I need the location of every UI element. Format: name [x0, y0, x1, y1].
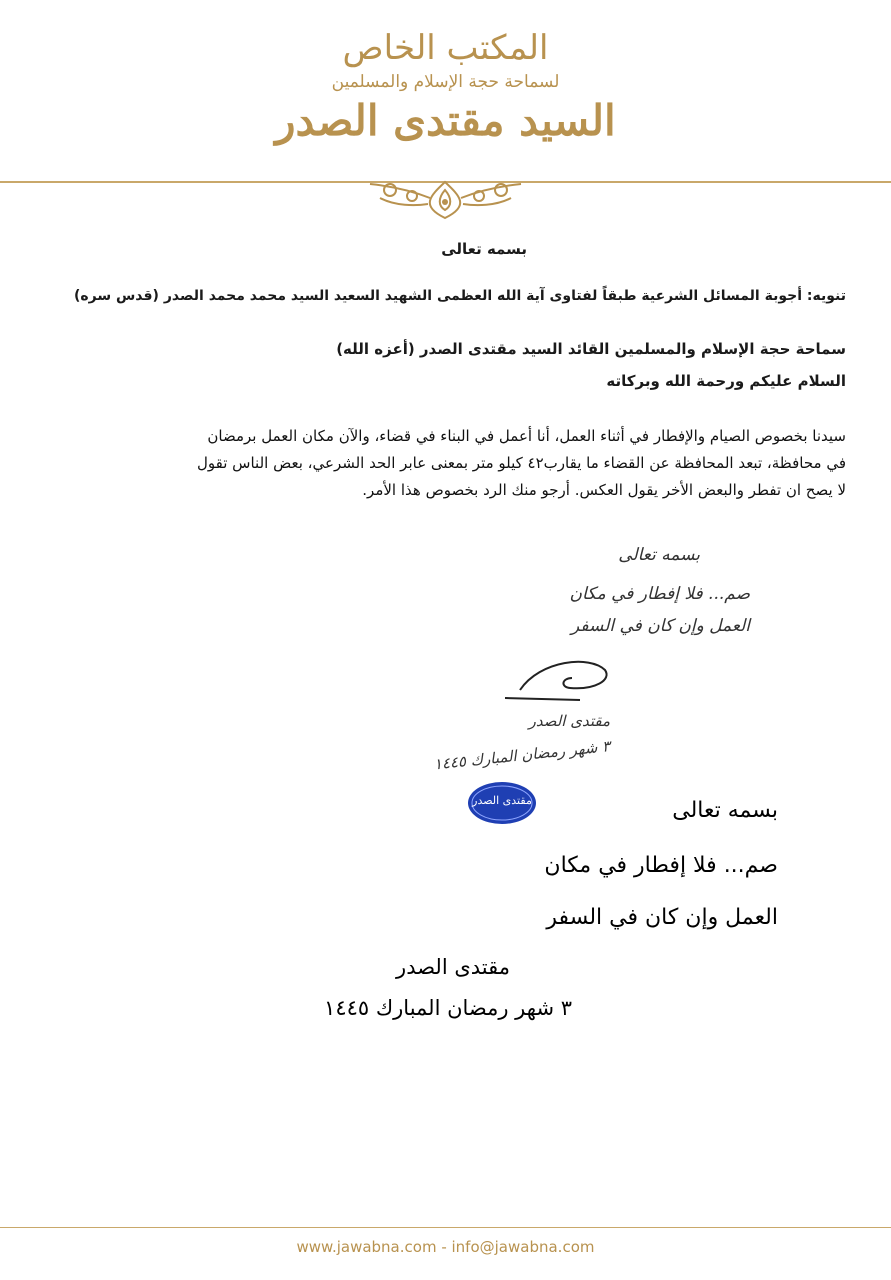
logo-line-name: السيد مقتدى الصدر: [275, 96, 616, 145]
footer-contact: www.jawabna.com - info@jawabna.com: [296, 1238, 595, 1256]
signature-icon: [500, 650, 620, 710]
logo-line-office: المكتب الخاص: [342, 28, 549, 68]
question-paragraph: [40, 423, 846, 504]
typed-name: مقتدى الصدر: [396, 955, 510, 979]
handwritten-signature-name: مقتدى الصدر: [528, 712, 610, 730]
ornament-icon: [360, 176, 531, 222]
question-line: سيدنا بخصوص الصيام والإفطار في أثناء العمل، أنا أعمل في البناء في قضاء، والآن مكان العمل برمضان: [207, 427, 846, 445]
office-logo: [0, 18, 891, 168]
footer-divider: [0, 1227, 891, 1228]
greeting-line: السلام عليكم ورحمة الله وبركاته: [606, 372, 846, 390]
typed-answer-line-2: العمل وإن كان في السفر: [546, 905, 778, 930]
question-line: في محافظة، تبعد المحافظة عن القضاء ما يقارب٤٢ كيلو متر بمعنى عابر الحد الشرعي، بعض الناس تقول: [197, 454, 846, 472]
typed-date: ٣ شهر رمضان المبارك ١٤٤٥: [324, 996, 572, 1020]
addressee-line: سماحة حجة الإسلام والمسلمين القائد السيد مقتدى الصدر (أعزه الله): [336, 340, 846, 358]
subject-line: تنويه: أجوبة المسائل الشرعية طبقاً لفتاوى آية الله العظمى الشهيد السعيد السيد محمد محمد الصدر (قدس سره): [73, 288, 846, 304]
handwritten-line-2: العمل وإن كان في السفر: [571, 616, 750, 636]
handwritten-signature-date: ٣ شهر رمضان المبارك ١٤٤٥: [432, 737, 611, 774]
basmala-heading: بسمه تعالى: [441, 240, 527, 258]
official-seal: [466, 780, 538, 826]
handwritten-line-1: صم... فلا إفطار في مكان: [569, 584, 750, 604]
question-line: لا يصح ان تفطر والبعض الأخر يقول العكس. أرجو منك الرد بخصوص هذا الأمر.: [362, 481, 846, 499]
seal-text: مقتدى الصدر: [472, 794, 532, 807]
handwritten-basmala: بسمه تعالى: [618, 545, 700, 565]
typed-answer-line-1: صم... فلا إفطار في مكان: [544, 853, 778, 878]
typed-basmala: بسمه تعالى: [672, 798, 778, 823]
logo-line-title: لسماحة حجة الإسلام والمسلمين: [331, 72, 560, 92]
